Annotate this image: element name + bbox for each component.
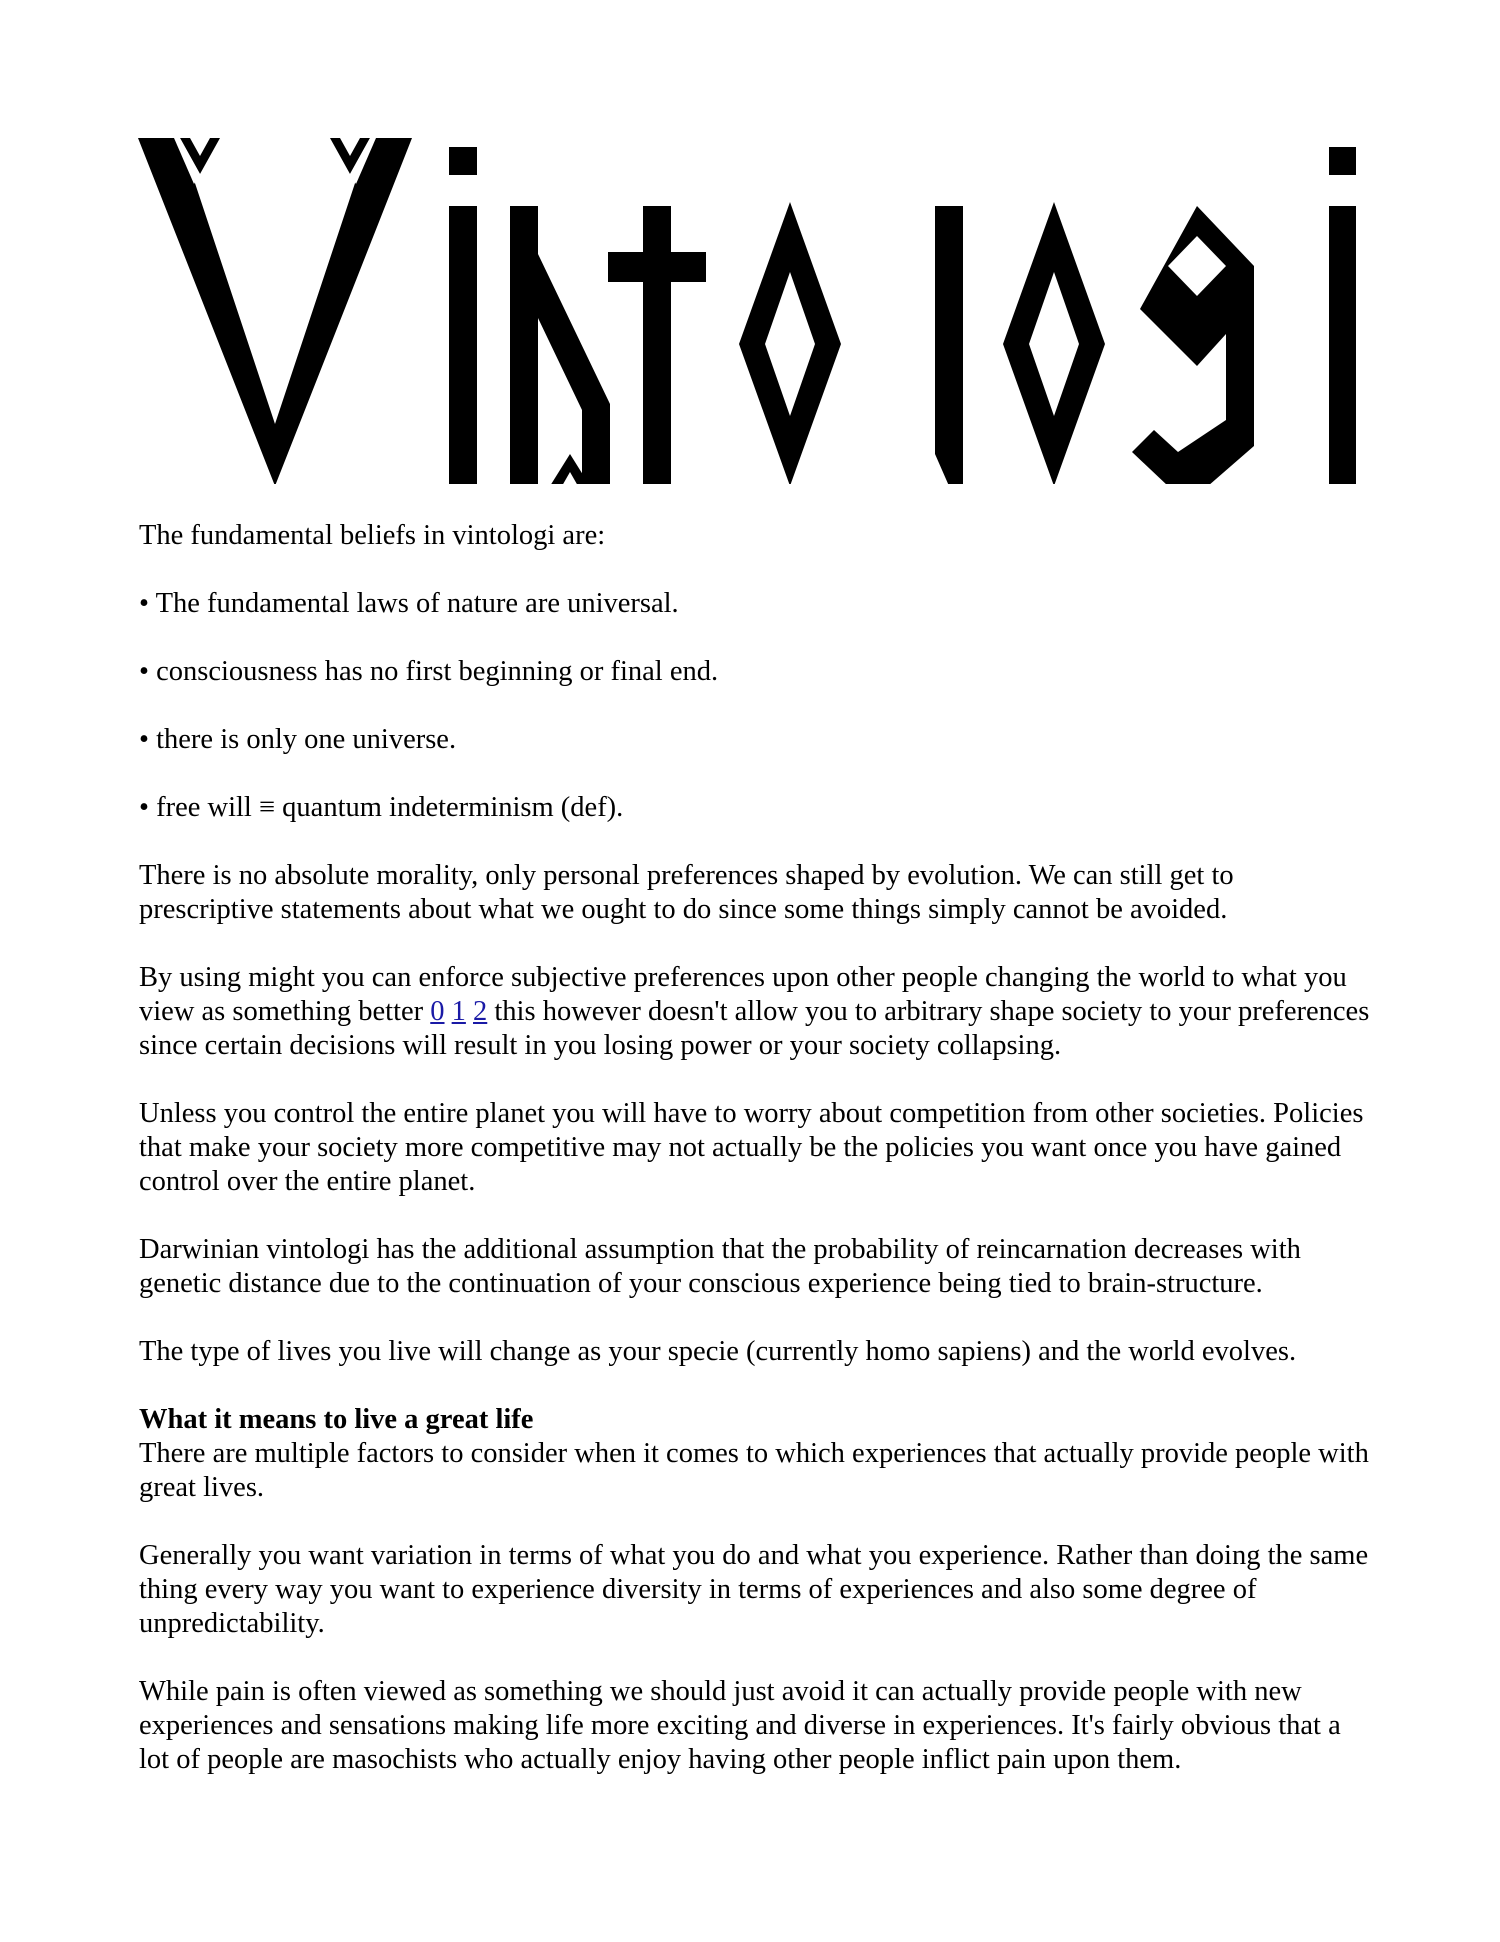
bullet-3: • xyxy=(139,724,149,755)
bullet-4: • xyxy=(139,792,149,823)
paragraph-lives: The type of lives you live will change as your specie (currently homo sapiens) and the world evolves. xyxy=(139,1336,1297,1367)
logo-letter-t-bar xyxy=(608,252,706,282)
belief-item-1 xyxy=(139,587,1371,621)
paragraph-morality: There is no absolute morality, only personal preferences shaped by evolution. We can still get to prescriptive statements about what we ought to do since some things simply cannot be avoided. xyxy=(139,860,1234,925)
logo-letter-t-stem xyxy=(643,206,671,484)
paragraph-variation: Generally you want variation in terms of what you do and what you experience. Rather than doing the same thing every way you want to experience diversity in terms of experiences and also some degree of unpredictability. xyxy=(139,1540,1369,1639)
logo-letter-n xyxy=(510,206,610,484)
belief-item-2 xyxy=(139,655,1371,689)
logo-letter-i2-dot xyxy=(1329,147,1356,175)
intro-text: The fundamental beliefs in vintologi are: xyxy=(139,520,606,551)
reference-link-0[interactable]: 0 xyxy=(430,996,445,1027)
belief-text-1: The fundamental laws of nature are universal. xyxy=(155,588,679,619)
vintologi-logo xyxy=(138,134,1356,484)
great-life-section xyxy=(139,1403,1371,1505)
logo-letter-i1-dot xyxy=(449,147,477,175)
belief-item-4 xyxy=(139,791,1371,825)
paragraph-competition: Unless you control the entire planet you will have to worry about competition from other societies. Policies that make your society more competitive may not actually be the policies you want once you have gained control over the entire planet. xyxy=(139,1098,1364,1197)
bullet-1: • xyxy=(139,588,149,619)
paragraph-might xyxy=(139,961,1371,1063)
paragraph-factors: There are multiple factors to consider when it comes to which experiences that actually provide people with great lives. xyxy=(139,1438,1369,1503)
might-text-before: By using might you can enforce subjective preferences upon other people changing the world to what you view as something better xyxy=(139,962,1347,1027)
section-heading: What it means to live a great life xyxy=(139,1404,534,1435)
logo-letter-l xyxy=(935,206,963,484)
belief-text-2: consciousness has no first beginning or final end. xyxy=(156,656,719,687)
reference-link-1[interactable]: 1 xyxy=(451,996,466,1027)
belief-text-4: free will ≡ quantum indeterminism (def). xyxy=(156,792,624,823)
logo-shapes xyxy=(138,138,1356,484)
document-body xyxy=(139,519,1371,1811)
belief-item-3 xyxy=(139,723,1371,757)
might-text-after: this however doesn't allow you to arbitrary shape society to your preferences since certain decisions will result in you losing power or your society collapsing. xyxy=(139,996,1370,1061)
logo-letter-v xyxy=(138,138,412,484)
logo-letter-i1-stem xyxy=(449,206,477,484)
belief-text-3: there is only one universe. xyxy=(156,724,457,755)
bullet-2: • xyxy=(139,656,149,687)
reference-link-2[interactable]: 2 xyxy=(473,996,488,1027)
paragraph-pain: While pain is often viewed as something we should just avoid it can actually provide people with new experiences and sensations making life more exciting and diverse in experiences. It's fairly obvious that a lot of people are masochists who actually enjoy having other people inflict pain upon them. xyxy=(139,1676,1341,1775)
logo-letter-i2-stem xyxy=(1329,206,1356,484)
paragraph-darwinian: Darwinian vintologi has the additional assumption that the probability of reincarnation decreases with genetic distance due to the continuation of your conscious experience being tied to brain-structure. xyxy=(139,1234,1301,1299)
